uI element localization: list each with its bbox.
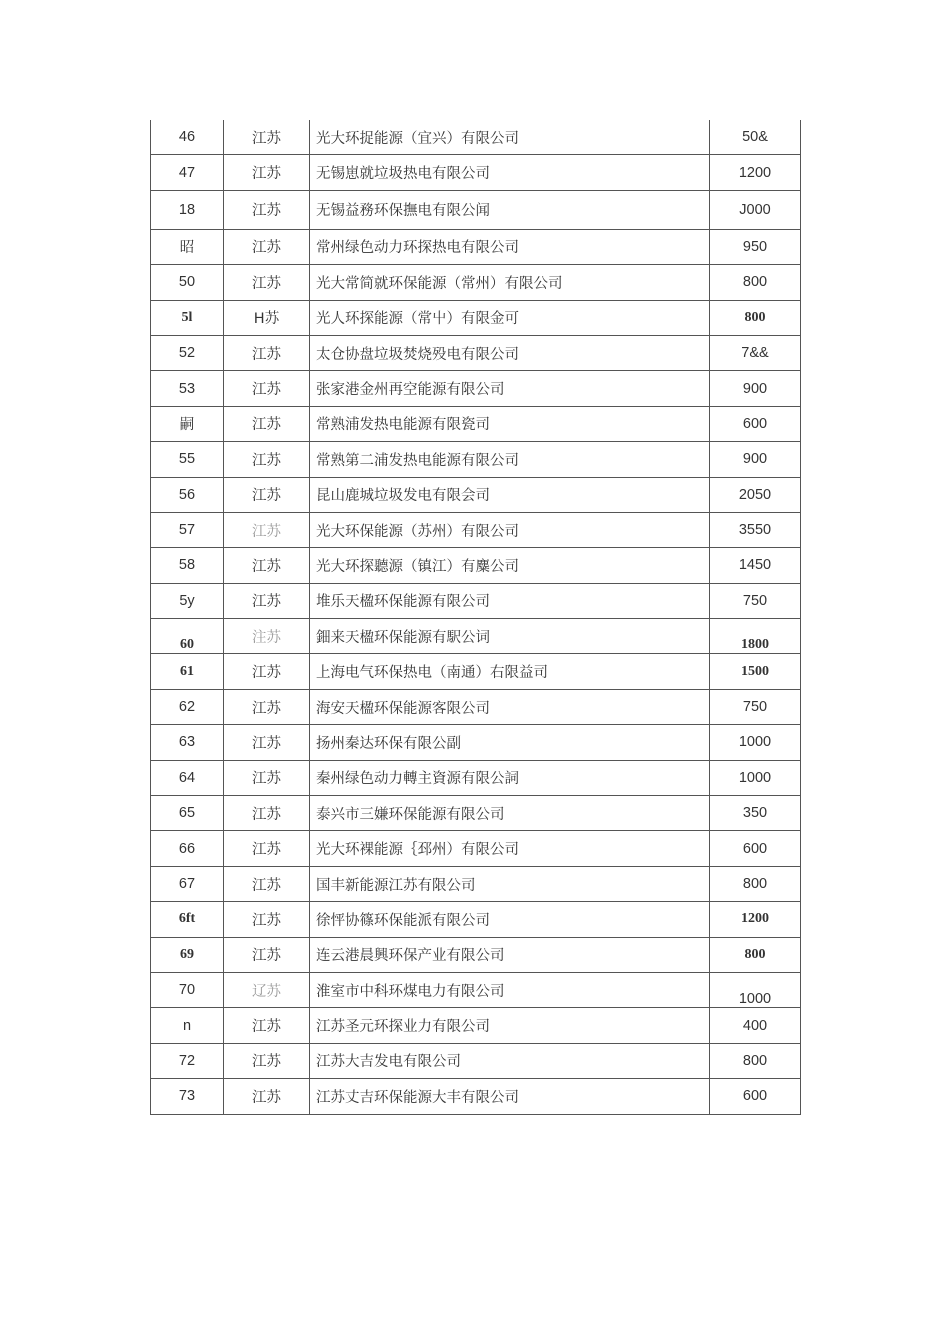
row-capacity: 750 xyxy=(710,689,801,724)
row-province: 江苏 xyxy=(224,406,310,441)
table-row xyxy=(151,1079,801,1114)
table-row xyxy=(151,583,801,618)
row-number: 57 xyxy=(151,512,224,547)
row-number: 73 xyxy=(151,1079,224,1114)
row-number: 72 xyxy=(151,1043,224,1078)
row-company-name: 淮室市中科环煤电力有限公司 xyxy=(310,972,710,1007)
row-company-name: 上海电气环保热电（南通）右限益司 xyxy=(310,654,710,689)
row-capacity: 900 xyxy=(710,371,801,406)
table-row xyxy=(151,619,801,654)
row-province: 江苏 xyxy=(224,371,310,406)
row-province: 江苏 xyxy=(224,477,310,512)
row-province: 注苏 xyxy=(224,619,310,654)
row-capacity: 50& xyxy=(710,120,801,155)
row-capacity: 600 xyxy=(710,406,801,441)
row-capacity: 2050 xyxy=(710,477,801,512)
table-row xyxy=(151,548,801,583)
row-company-name: 江苏丈吉环保能源大丰有限公司 xyxy=(310,1079,710,1114)
row-number: 46 xyxy=(151,120,224,155)
row-province: 江苏 xyxy=(224,1043,310,1078)
row-company-name: 徐怦协篠环保能派有限公司 xyxy=(310,902,710,937)
table-row xyxy=(151,229,801,264)
row-capacity: 800 xyxy=(710,866,801,901)
row-province: 江苏 xyxy=(224,512,310,547)
row-number: 53 xyxy=(151,371,224,406)
row-company-name: 光大常简就环保能源（常州）有限公司 xyxy=(310,265,710,300)
row-number: 69 xyxy=(151,937,224,972)
row-company-name: 昆山鹿城垃圾发电有限会司 xyxy=(310,477,710,512)
row-province: 江苏 xyxy=(224,866,310,901)
row-capacity: 1000 xyxy=(710,972,801,1007)
row-number: 嗣 xyxy=(151,406,224,441)
row-capacity: 600 xyxy=(710,831,801,866)
row-capacity: 800 xyxy=(710,300,801,335)
row-capacity: 600 xyxy=(710,1079,801,1114)
table-row xyxy=(151,1008,801,1043)
row-number: 5l xyxy=(151,300,224,335)
row-capacity: 950 xyxy=(710,229,801,264)
row-province: 江苏 xyxy=(224,760,310,795)
row-company-name: 扬州秦达环保有限公副 xyxy=(310,725,710,760)
table-row xyxy=(151,796,801,831)
row-number: 5y xyxy=(151,583,224,618)
row-number: 67 xyxy=(151,866,224,901)
row-province: 江苏 xyxy=(224,155,310,190)
row-company-name: 泰兴市三嫌环保能源有限公司 xyxy=(310,796,710,831)
row-province: 江苏 xyxy=(224,548,310,583)
table-row xyxy=(151,512,801,547)
table-body xyxy=(151,120,801,1114)
row-number: 60 xyxy=(151,619,224,654)
row-capacity: 350 xyxy=(710,796,801,831)
row-province: 江苏 xyxy=(224,335,310,370)
row-capacity: 1000 xyxy=(710,725,801,760)
row-number: 62 xyxy=(151,689,224,724)
row-province: 江苏 xyxy=(224,902,310,937)
table-row xyxy=(151,831,801,866)
row-company-name: 常熟浦发热电能源有限瓷司 xyxy=(310,406,710,441)
row-company-name: 光大环探聽源（镇江）有麋公司 xyxy=(310,548,710,583)
table-row xyxy=(151,689,801,724)
row-capacity: 1800 xyxy=(710,619,801,654)
row-company-name: 连云港晨興环保产业有限公司 xyxy=(310,937,710,972)
table-row xyxy=(151,265,801,300)
row-capacity: 3550 xyxy=(710,512,801,547)
row-number: 70 xyxy=(151,972,224,1007)
table-row xyxy=(151,442,801,477)
table-row xyxy=(151,477,801,512)
row-province: 江苏 xyxy=(224,1008,310,1043)
row-company-name: 无锡益務环保撫电有限公闻 xyxy=(310,190,710,229)
row-company-name: 张家港金州再空能源有限公司 xyxy=(310,371,710,406)
table-row xyxy=(151,972,801,1007)
row-company-name: 光人环探能源（常屮）有限金可 xyxy=(310,300,710,335)
table-row xyxy=(151,335,801,370)
row-company-name: 光大环保能源（苏州）有限公司 xyxy=(310,512,710,547)
row-capacity: 800 xyxy=(710,1043,801,1078)
row-company-name: 国丰新能源江苏有限公司 xyxy=(310,866,710,901)
row-number: n xyxy=(151,1008,224,1043)
row-company-name: 江苏圣元环探业力有限公司 xyxy=(310,1008,710,1043)
row-number: 63 xyxy=(151,725,224,760)
table-row xyxy=(151,760,801,795)
table-row xyxy=(151,725,801,760)
row-province: H苏 xyxy=(224,300,310,335)
row-capacity: 400 xyxy=(710,1008,801,1043)
table-row xyxy=(151,120,801,155)
table-row xyxy=(151,155,801,190)
table-row xyxy=(151,937,801,972)
row-company-name: 海安天楹环保能源客限公司 xyxy=(310,689,710,724)
row-number: 昭 xyxy=(151,229,224,264)
row-province: 江苏 xyxy=(224,1079,310,1114)
row-province: 江苏 xyxy=(224,190,310,229)
row-number: 65 xyxy=(151,796,224,831)
table-row xyxy=(151,300,801,335)
row-province: 江苏 xyxy=(224,583,310,618)
table-row xyxy=(151,902,801,937)
row-province: 江苏 xyxy=(224,265,310,300)
row-capacity: 750 xyxy=(710,583,801,618)
table-row xyxy=(151,866,801,901)
row-company-name: 常州绿色动力环探热电有限公司 xyxy=(310,229,710,264)
row-province: 江苏 xyxy=(224,689,310,724)
row-province: 江苏 xyxy=(224,120,310,155)
table-row xyxy=(151,371,801,406)
row-number: 52 xyxy=(151,335,224,370)
power-plant-table xyxy=(150,120,801,1115)
row-capacity: 1450 xyxy=(710,548,801,583)
row-capacity: 900 xyxy=(710,442,801,477)
row-number: 18 xyxy=(151,190,224,229)
row-company-name: 无锡崽就垃圾热电有限公司 xyxy=(310,155,710,190)
row-company-name: 秦州绿色动力轉主資源有限公詞 xyxy=(310,760,710,795)
row-company-name: 堆乐天楹环保能源有限公司 xyxy=(310,583,710,618)
row-province: 江苏 xyxy=(224,831,310,866)
row-company-name: 江苏大吉发电有限公司 xyxy=(310,1043,710,1078)
row-company-name: 鈿来天楹环保能源有駅公词 xyxy=(310,619,710,654)
row-capacity: J000 xyxy=(710,190,801,229)
row-capacity: 800 xyxy=(710,937,801,972)
row-province: 江苏 xyxy=(224,725,310,760)
row-company-name: 光大环裸能源｛邳州）有限公司 xyxy=(310,831,710,866)
row-company-name: 光大环捉能源（宜兴）有限公司 xyxy=(310,120,710,155)
row-number: 55 xyxy=(151,442,224,477)
row-capacity: 1500 xyxy=(710,654,801,689)
row-capacity: 1200 xyxy=(710,902,801,937)
row-capacity: 1200 xyxy=(710,155,801,190)
table-row xyxy=(151,654,801,689)
row-number: 47 xyxy=(151,155,224,190)
table-row xyxy=(151,1043,801,1078)
row-province: 江苏 xyxy=(224,442,310,477)
row-number: 64 xyxy=(151,760,224,795)
row-capacity: 800 xyxy=(710,265,801,300)
row-number: 56 xyxy=(151,477,224,512)
row-capacity: 7&& xyxy=(710,335,801,370)
row-number: 50 xyxy=(151,265,224,300)
row-province: 江苏 xyxy=(224,796,310,831)
table-row xyxy=(151,190,801,229)
row-province: 江苏 xyxy=(224,229,310,264)
row-number: 61 xyxy=(151,654,224,689)
row-number: 6ft xyxy=(151,902,224,937)
row-number: 66 xyxy=(151,831,224,866)
row-company-name: 常熟第二浦发热电能源有限公司 xyxy=(310,442,710,477)
row-company-name: 太仓协盘垃圾焚烧殁电有限公司 xyxy=(310,335,710,370)
row-province: 江苏 xyxy=(224,654,310,689)
row-capacity: 1000 xyxy=(710,760,801,795)
row-province: 辽苏 xyxy=(224,972,310,1007)
row-number: 58 xyxy=(151,548,224,583)
row-province: 江苏 xyxy=(224,937,310,972)
table-row xyxy=(151,406,801,441)
